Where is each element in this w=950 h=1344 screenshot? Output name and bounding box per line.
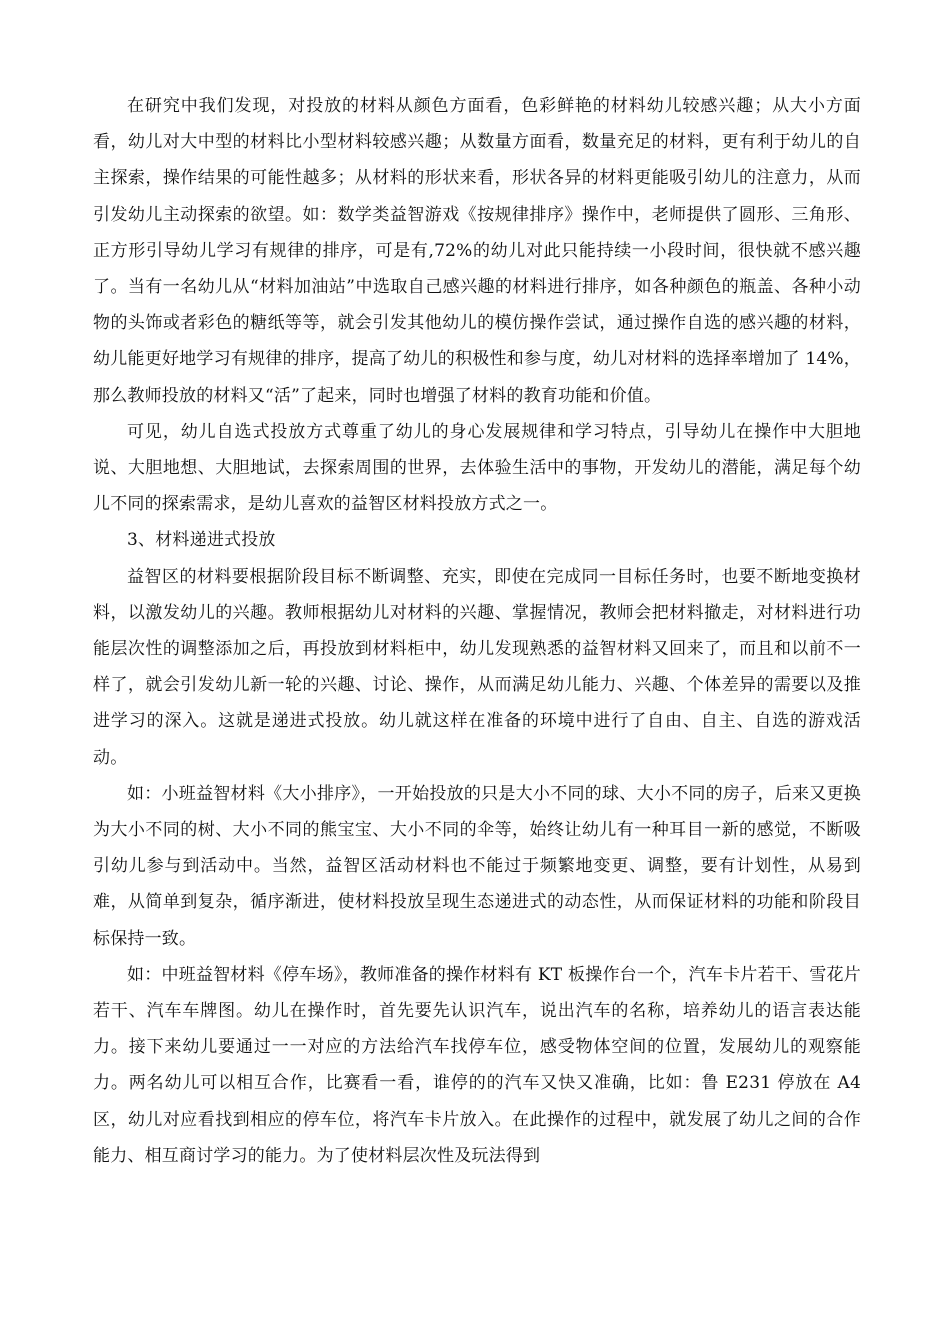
paragraph-material-interest: 在研究中我们发现，对投放的材料从颜色方面看，色彩鲜艳的材料幼儿较感兴趣；从大小方面看，幼儿对大中型的材料比小型材料较感兴趣；从数量方面看，数量充足的材料，更有利于幼儿的自主探索，操作结果的可能性越多；从材料的形状来看，形状各异的材料更能吸引幼儿的注意力，从而引发幼儿主动探索的欲望。如：数学类益智游戏《按规律排序》操作中，老师提供了圆形、三角形、正方形引导幼儿学习有规律的排序，可是有,72%的幼儿对此只能持续一小段时间，很快就不感兴趣了。当有一名幼儿从“材料加油站”中选取自己感兴趣的材料进行排序，如各种颜色的瓶盖、各种小动物的头饰或者彩色的糖纸等等，就会引发其他幼儿的模仿操作尝试，通过操作自选的感兴趣的材料，幼儿能更好地学习有规律的排序，提高了幼儿的积极性和参与度，幼儿对材料的选择率增加了 14%，那么教师投放的材料又“活”了起来，同时也增强了材料的教育功能和价值。 [93, 96, 861, 406]
paragraph-small-class-example: 如：小班益智材料《大小排序》，一开始投放的只是大小不同的球、大小不同的房子，后来又更换为大小不同的树、大小不同的熊宝宝、大小不同的伞等，始终让幼儿有一种耳目一新的感觉，不断吸引幼儿参与到活动中。当然，益智区活动材料也不能过于频繁地变更、调整，要有计划性，从易到难，从简单到复杂，循序渐进，使材料投放呈现生态递进式的动态性，从而保证材料的功能和阶段目标保持一致。 [93, 783, 861, 949]
paragraph-self-selected-summary: 可见，幼儿自选式投放方式尊重了幼儿的身心发展规律和学习特点，引导幼儿在操作中大胆地说、大胆地想、大胆地试，去探索周围的世界，去体验生活中的事物，开发幼儿的潜能，满足每个幼儿不同的探索需求，是幼儿喜欢的益智区材料投放方式之一。 [93, 421, 861, 515]
document-body [93, 88, 861, 1174]
section-heading-progressive-placement: 3、材料递进式投放 [127, 530, 276, 551]
paragraph-progressive-placement: 益智区的材料要根据阶段目标不断调整、充实，即使在完成同一目标任务时，也要不断地变换材料，以激发幼儿的兴趣。教师根据幼儿对材料的兴趣、掌握情况，教师会把材料撤走，对材料进行功能层次性的调整添加之后，再投放到材料柜中，幼儿发现熟悉的益智材料又回来了，而且和以前不一样了，就会引发幼儿新一轮的兴趣、讨论、操作，从而满足幼儿能力、兴趣、个体差异的需要以及推进学习的深入。这就是递进式投放。幼儿就这样在准备的环境中进行了自由、自主、自选的游戏活动。 [93, 566, 861, 768]
paragraph-middle-class-example: 如：中班益智材料《停车场》，教师准备的操作材料有 KT 板操作台一个，汽车卡片若干、雪花片若干、汽车车牌图。幼儿在操作时，首先要先认识汽车，说出汽车的名称，培养幼儿的语言表达能力。接下来幼儿要通过一一对应的方法给汽车找停车位，感受物体空间的位置，发展幼儿的观察能力。两名幼儿可以相互合作，比赛看一看，谁停的的汽车又快又准确，比如：鲁 E231 停放在 A4 区，幼儿对应看找到相应的停车位，将汽车卡片放入。在此操作的过程中，就发展了幼儿之间的合作能力、相互商讨学习的能力。为了使材料层次性及玩法得到 [93, 964, 861, 1166]
